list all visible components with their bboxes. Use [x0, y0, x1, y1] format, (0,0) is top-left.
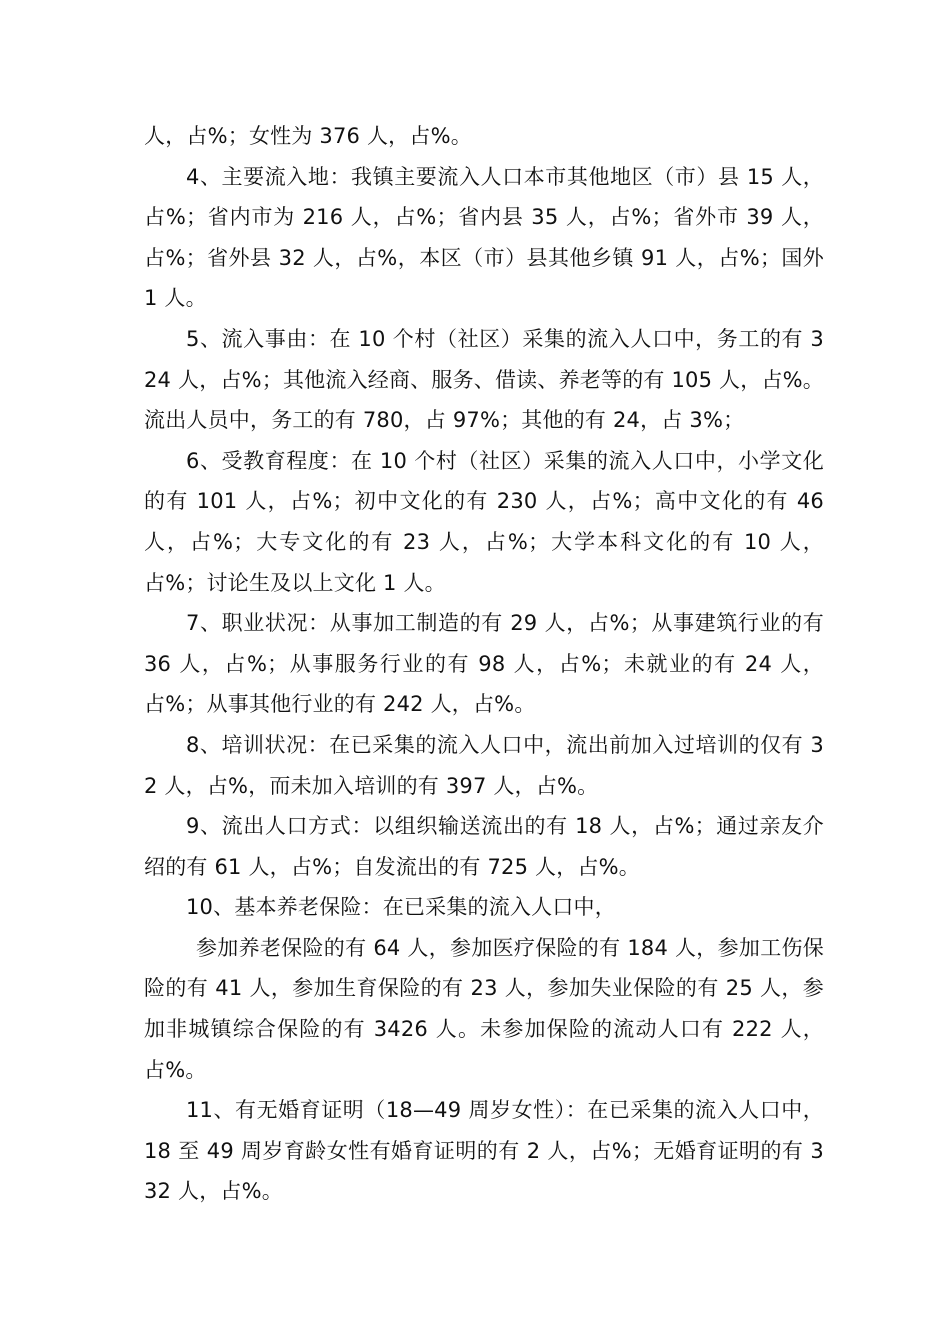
document-body [144, 116, 824, 1212]
paragraph-pension-insurance-heading: 10、基本养老保险：在已采集的流入人口中， [186, 895, 616, 920]
paragraph-insurance-details: 参加养老保险的有 64 人，参加医疗保险的有 184 人，参加工伤保险的有 41 人，参加生育保险的有 23 人，参加失业保险的有 25 人，参加非城镇综合保险的有 3426 人。未参加保险的流动人口有 222 人，占%。 [144, 935, 824, 1082]
paragraph-occupation-status: 7、职业状况：从事加工制造的有 29 人，占%；从事建筑行业的有 36 人，占%；从事服务行业的有 98 人，占%；未就业的有 24 人，占%；从事其他行业的有 242 人，占%。 [144, 611, 824, 717]
paragraph-main-inflow-origin: 4、主要流入地：我镇主要流入人口本市其他地区（市）县 15 人，占%；省内市为 216 人，占%；省内县 35 人，占%；省外市 39 人，占%；省外县 32 人，占%，本区（市）县其他乡镇 91 人，占%；国外 1 人。 [144, 164, 824, 311]
paragraph-continuation: 人，占%；女性为 376 人，占%。 [144, 124, 472, 148]
paragraph-outflow-method: 9、流出人口方式：以组织输送流出的有 18 人，占%；通过亲友介绍的有 61 人，占%；自发流出的有 725 人，占%。 [144, 814, 824, 879]
paragraph-inflow-reason: 5、流入事由：在 10 个村（社区）采集的流入人口中，务工的有 324 人，占%；其他流入经商、服务、借读、养老等的有 105 人，占%。流出人员中，务工的有 780，占 97%；其他的有 24，占 3%； [144, 326, 824, 433]
paragraph-training-status: 8、培训状况：在已采集的流入人口中，流出前加入过培训的仅有 32 人，占%，而未加入培训的有 397 人，占%。 [144, 732, 824, 798]
paragraph-marriage-certificate: 11、有无婚育证明（18—49 周岁女性）：在已采集的流入人口中，18 至 49 周岁育龄女性有婚育证明的有 2 人，占%；无婚育证明的有 332 人，占%。 [144, 1098, 824, 1204]
paragraph-education-level: 6、受教育程度：在 10 个村（社区）采集的流入人口中，小学文化的有 101 人，占%；初中文化的有 230 人，占%；高中文化的有 46 人，占%；大专文化的有 23 人，占%；大学本科文化的有 10 人，占%；讨论生及以上文化 1 人。 [144, 448, 824, 595]
